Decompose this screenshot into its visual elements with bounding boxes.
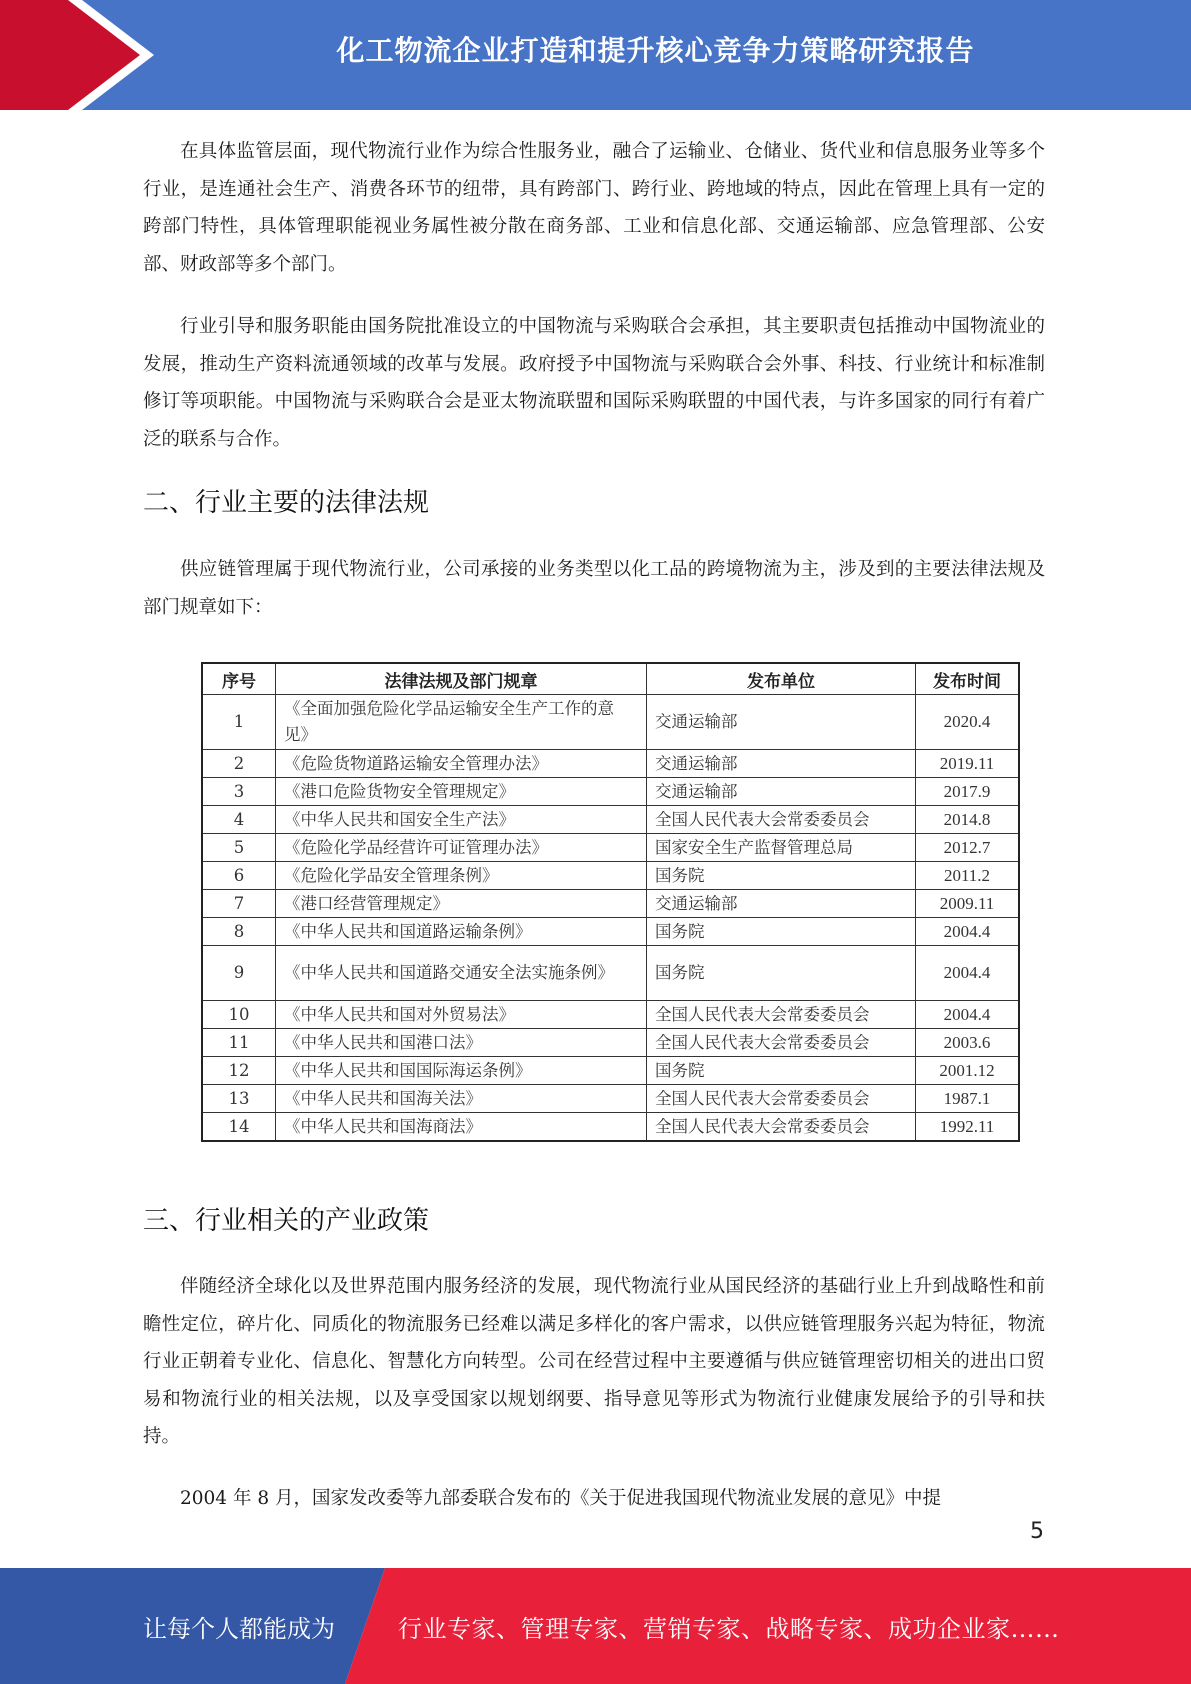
cell-no: 3 [202,778,276,806]
cell-name: 《中华人民共和国海商法》 [276,1113,647,1142]
paragraph-text: 供应链管理属于现代物流行业，公司承接的业务类型以化工品的跨境物流为主，涉及到的主要法律法规及部门规章如下： [143,559,1045,618]
section-heading-policy: 三、行业相关的产业政策 [143,1206,430,1236]
table-row [202,750,1019,778]
table-row [202,695,1019,750]
cell-name: 《中华人民共和国对外贸易法》 [276,1001,647,1029]
table-row [202,806,1019,834]
cell-no: 9 [202,946,276,1001]
section-heading-policy-wrap [143,1203,1045,1239]
cell-date: 1992.11 [916,1113,1020,1142]
table-row [202,778,1019,806]
cell-no: 7 [202,890,276,918]
cell-no: 8 [202,918,276,946]
paragraph-text: 伴随经济全球化以及世界范围内服务经济的发展，现代物流行业从国民经济的基础行业上升到战略性和前瞻性定位，碎片化、同质化的物流服务已经难以满足多样化的客户需求，以供应链管理服务兴起为特征，物流行业正朝着专业化、信息化、智慧化方向转型。公司在经营过程中主要遵循与供应链管理密切相关的进出口贸易和物流行业的相关法规，以及享受国家以规划纲要、指导意见等形式为物流行业健康发展给予的引导和扶持。 [143,1276,1045,1447]
cell-unit: 国务院 [647,862,916,890]
table-row [202,1085,1019,1113]
column-header: 法律法规及部门规章 [276,663,647,695]
cell-date: 2003.6 [916,1029,1020,1057]
column-header: 发布单位 [647,663,916,695]
header-title: 化工物流企业打造和提升核心竞争力策略研究报告 [336,34,975,67]
cell-name: 《港口危险货物安全管理规定》 [276,778,647,806]
cell-no: 4 [202,806,276,834]
cell-name: 《危险化学品安全管理条例》 [276,862,647,890]
table-row [202,834,1019,862]
laws-table-wrap [201,662,1020,1142]
cell-name: 《中华人民共和国道路运输条例》 [276,918,647,946]
cell-unit: 交通运输部 [647,890,916,918]
cell-name: 《危险化学品经营许可证管理办法》 [276,834,647,862]
cell-name: 《中华人民共和国道路交通安全法实施条例》 [276,946,647,1001]
cell-date: 2014.8 [916,806,1020,834]
page-number: 5 [1030,1519,1044,1544]
cell-no: 14 [202,1113,276,1142]
paragraph-association [143,308,1045,458]
cell-unit: 全国人民代表大会常委委员会 [647,1029,916,1057]
cell-date: 2012.7 [916,834,1020,862]
cell-name: 《中华人民共和国国际海运条例》 [276,1057,647,1085]
section-heading-laws: 二、行业主要的法律法规 [143,488,430,518]
cell-name: 《中华人民共和国海关法》 [276,1085,647,1113]
section-heading-laws-wrap [143,485,1045,521]
header-arrow-icon [0,0,160,110]
cell-unit: 国务院 [647,918,916,946]
cell-unit: 全国人民代表大会常委委员会 [647,1113,916,1142]
table-row [202,1057,1019,1085]
cell-unit: 交通运输部 [647,750,916,778]
cell-unit: 国务院 [647,946,916,1001]
cell-date: 2017.9 [916,778,1020,806]
cell-name: 《中华人民共和国港口法》 [276,1029,647,1057]
paragraph-laws-intro [143,551,1045,626]
page-header [0,0,1191,110]
cell-name: 《全面加强危险化学品运输安全生产工作的意见》 [276,695,647,750]
laws-table [201,662,1020,1142]
cell-no: 12 [202,1057,276,1085]
cell-date: 2009.11 [916,890,1020,918]
table-row [202,890,1019,918]
cell-unit: 国家安全生产监督管理总局 [647,834,916,862]
paragraph-text: 2004 年 8 月，国家发改委等九部委联合发布的《关于促进我国现代物流业发展的意见》中提 [180,1488,941,1509]
cell-no: 2 [202,750,276,778]
cell-unit: 全国人民代表大会常委委员会 [647,1085,916,1113]
cell-date: 2019.11 [916,750,1020,778]
table-row [202,1001,1019,1029]
cell-date: 2004.4 [916,918,1020,946]
page-footer [0,1568,1191,1684]
cell-no: 6 [202,862,276,890]
cell-date: 2001.12 [916,1057,1020,1085]
cell-date: 2004.4 [916,946,1020,1001]
cell-unit: 交通运输部 [647,778,916,806]
cell-no: 13 [202,1085,276,1113]
table-row [202,946,1019,1001]
cell-name: 《港口经营管理规定》 [276,890,647,918]
cell-no: 11 [202,1029,276,1057]
cell-unit: 全国人民代表大会常委委员会 [647,806,916,834]
table-row [202,862,1019,890]
cell-name: 《中华人民共和国安全生产法》 [276,806,647,834]
cell-date: 2020.4 [916,695,1020,750]
cell-no: 5 [202,834,276,862]
cell-name: 《危险货物道路运输安全管理办法》 [276,750,647,778]
table-row [202,918,1019,946]
cell-unit: 交通运输部 [647,695,916,750]
cell-date: 2004.4 [916,1001,1020,1029]
cell-date: 1987.1 [916,1085,1020,1113]
footer-right-slogan: 行业专家、管理专家、营销专家、战略专家、成功企业家…… [398,1614,1060,1643]
cell-unit: 全国人民代表大会常委委员会 [647,1001,916,1029]
paragraph-regulation [143,133,1045,283]
table-header-row [202,663,1019,695]
paragraph-text: 在具体监管层面，现代物流行业作为综合性服务业，融合了运输业、仓储业、货代业和信息服务业等多个行业，是连通社会生产、消费各环节的纽带，具有跨部门、跨行业、跨地域的特点，因此在管理上具有一定的跨部门特性，具体管理职能视业务属性被分散在商务部、工业和信息化部、交通运输部、应急管理部、公安部、财政部等多个部门。 [143,141,1045,275]
cell-no: 1 [202,695,276,750]
paragraph-policy [143,1268,1045,1456]
column-header: 序号 [202,663,276,695]
cell-unit: 国务院 [647,1057,916,1085]
table-row [202,1029,1019,1057]
table-row [202,1113,1019,1142]
paragraph-2004 [143,1480,1045,1518]
cell-date: 2011.2 [916,862,1020,890]
footer-left-slogan: 让每个人都能成为 [143,1614,335,1643]
paragraph-text: 行业引导和服务职能由国务院批准设立的中国物流与采购联合会承担，其主要职责包括推动中国物流业的发展，推动生产资料流通领域的改革与发展。政府授予中国物流与采购联合会外事、科技、行业统计和标准制修订等项职能。中国物流与采购联合会是亚太物流联盟和国际采购联盟的中国代表，与许多国家的同行有着广泛的联系与合作。 [143,316,1045,450]
column-header: 发布时间 [916,663,1020,695]
cell-no: 10 [202,1001,276,1029]
